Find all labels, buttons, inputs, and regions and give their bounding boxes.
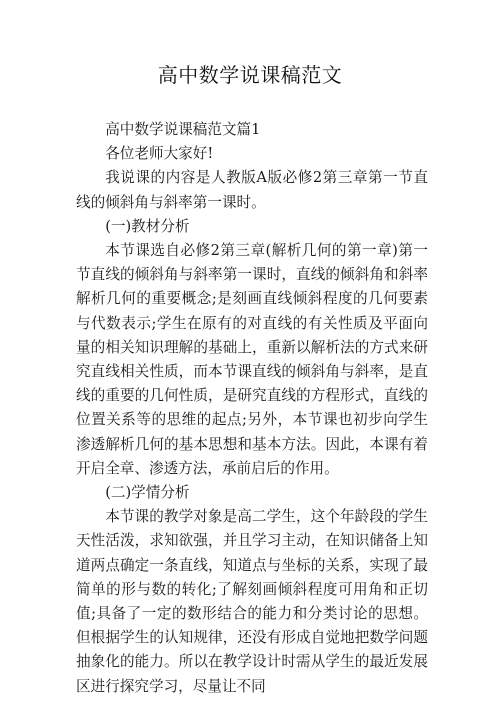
section-heading: 高中数学说课稿范文篇1 — [105, 121, 261, 138]
document-body — [76, 118, 428, 699]
textbook-analysis-paragraph: 本节课选自必修2第三章(解析几何的第一章)第一节直线的倾斜角与斜率第一课时，直线的倾斜角和斜率解析几何的重要概念;是刻画直线倾斜程度的几何要素与代数表示;学生在原有的对直线的有关性质及平面向量的相关知识理解的基础上，重新以解析法的方式来研究直线相关性质，而本节课直线的倾斜角与斜率，是直线的重要的几何性质，是研究直线的方程形式，直线的位置关系等的思维的起点;另外，本节课也初步向学生渗透解析几何的基本思想和基本方法。因此，本课有着开启全章、渗透方法，承前启后的作用。 — [76, 242, 428, 477]
student-analysis-paragraph: 本节课的教学对象是高二学生，这个年龄段的学生天性活泼，求知欲强，并且学习主动，在知识储备上知道两点确定一条直线，知道点与坐标的关系，实现了最简单的形与数的转化;了解刻画倾斜程度可用角和正切值;具备了一定的数形结合的能力和分类讨论的思想。但根据学生的认知规律，还没有形成自觉地把数学问题抽象化的能力。所以在教学设计时需从学生的最近发展区进行探究学习，尽量让不同 — [76, 508, 428, 695]
document-title: 高中数学说课稿范文 — [157, 63, 343, 87]
subheading-student-analysis: (二)学情分析 — [105, 484, 190, 502]
greeting-paragraph: 各位老师大家好! — [105, 145, 214, 163]
intro-paragraph: 我说课的内容是人教版A版必修2第三章第一节直线的倾斜角与斜率第一课时。 — [76, 169, 428, 211]
subheading-textbook-analysis: (一)教材分析 — [105, 217, 190, 235]
